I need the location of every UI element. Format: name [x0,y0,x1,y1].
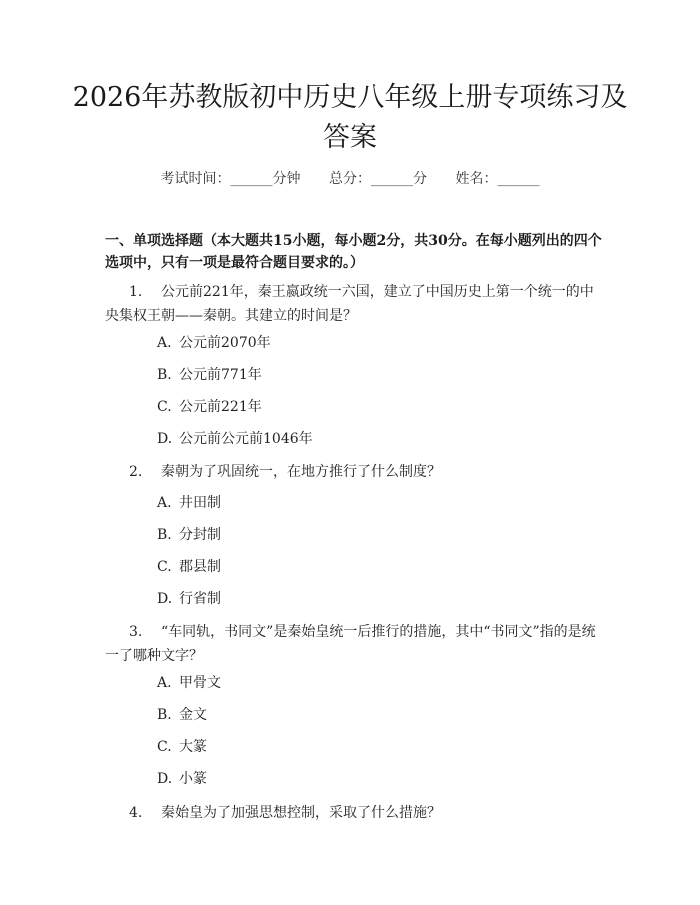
option-letter: D. [157,771,173,787]
option-2a [157,493,221,513]
option-text: 郡县制 [179,559,221,575]
option-text: 金文 [179,707,207,723]
option-3b [157,705,207,725]
exam-time: 考试时间：______分钟 [160,171,301,187]
document-title: 2026年苏教版初中历史八年级上册专项练习及答案 [72,82,628,153]
question-number: 1. [129,284,143,300]
option-text: 公元前771年 [179,367,262,383]
question-text: 公元前221年，秦王嬴政统一六国，建立了中国历史上第一个统一的中央集权王朝——秦朝。其建立的时间是？ [105,284,594,324]
option-letter: C. [157,399,172,415]
question-1 [105,280,605,328]
option-letter: A. [157,495,172,511]
question-number: 3. [129,624,143,640]
option-1a [157,333,271,353]
option-letter: D. [157,431,173,447]
option-letter: B. [157,527,172,543]
question-4 [105,801,605,825]
question-2 [105,460,605,484]
exam-name: 姓名：______ [455,171,540,187]
option-letter: A. [157,675,172,691]
option-letter: D. [157,591,173,607]
option-letter: C. [157,739,172,755]
option-1d [157,429,313,449]
option-text: 大篆 [179,739,207,755]
option-1c [157,397,262,417]
option-2c [157,557,221,577]
exam-score: 总分：______分 [329,171,427,187]
option-letter: A. [157,335,172,351]
question-number: 2. [129,464,143,480]
option-3d [157,769,207,789]
option-2d [157,589,221,609]
option-text: 分封制 [179,527,221,543]
option-text: 甲骨文 [179,675,221,691]
option-text: 公元前2070年 [179,335,271,351]
option-text: 小篆 [179,771,207,787]
option-text: 公元前221年 [179,399,262,415]
option-text: 行省制 [179,591,221,607]
question-text: 秦始皇为了加强思想控制，采取了什么措施？ [161,805,441,821]
option-text: 公元前公元前1046年 [179,431,313,447]
option-letter: B. [157,707,172,723]
question-number: 4. [129,805,143,821]
section-heading: 一、单项选择题（本大题共15小题，每小题2分，共30分。在每小题列出的四个选项中，只有一项是最符合题目要求的。） [105,233,602,271]
option-letter: B. [157,367,172,383]
question-text: 秦朝为了巩固统一，在地方推行了什么制度？ [161,464,441,480]
question-text: “车同轨，书同文”是秦始皇统一后推行的措施，其中“书同文”指的是统一了哪种文字？ [105,624,596,664]
option-letter: C. [157,559,172,575]
option-1b [157,365,262,385]
option-3c [157,737,207,757]
option-3a [157,673,221,693]
option-text: 井田制 [179,495,221,511]
exam-meta [0,168,700,188]
question-3 [105,620,605,668]
option-2b [157,525,221,545]
